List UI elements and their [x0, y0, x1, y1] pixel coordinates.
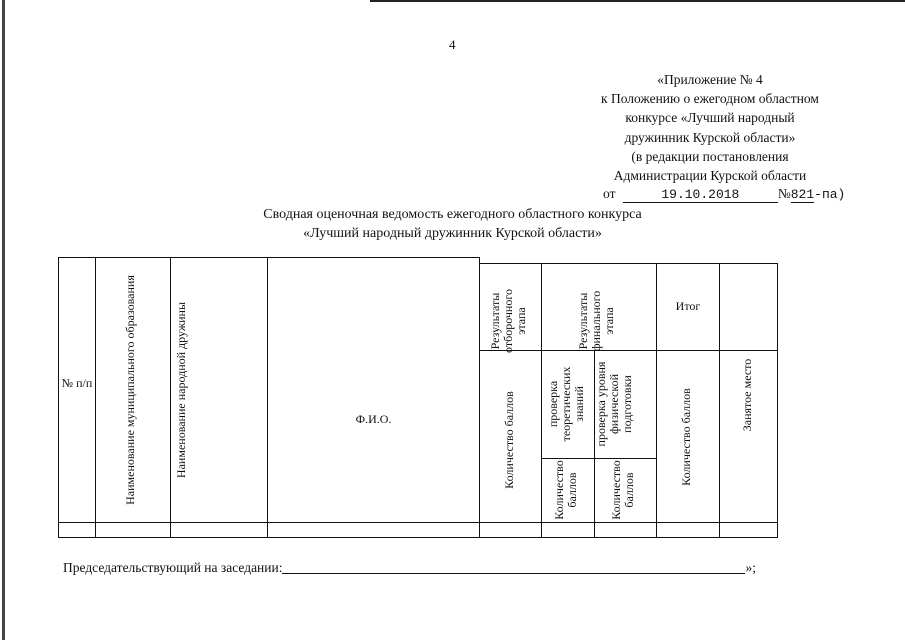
header-number: № п/п: [61, 376, 93, 390]
appendix-line: к Положению о ежегодном областном: [601, 91, 819, 107]
col-divider: [95, 257, 96, 538]
appendix-header: [560, 70, 860, 185]
scan-artifact-left: [2, 0, 5, 640]
date-value: 19.10.2018: [623, 187, 778, 203]
appendix-line: «Приложение № 4: [657, 72, 763, 87]
date-prefix: от: [603, 186, 616, 201]
header-final-results: Результаты финального этапа: [576, 290, 616, 352]
header-total-score: Количество баллов: [679, 388, 693, 486]
header-physical-check: проверка уровня физической подготовки: [594, 361, 634, 447]
table-border-bottom: [58, 537, 777, 538]
header-total: Итог: [675, 299, 701, 313]
chairman-signature-field[interactable]: [282, 560, 745, 574]
document-title: [200, 205, 705, 243]
header-fio: Ф.И.О.: [355, 412, 392, 426]
header-theory-check: проверка теоретических знаний: [546, 366, 586, 442]
col-divider: [541, 263, 542, 538]
header-theory-score: Количество баллов: [552, 460, 579, 520]
table-border-right: [777, 263, 778, 538]
table-border-left: [58, 257, 59, 538]
number-prefix: №: [777, 186, 791, 201]
header-qualifying-score: Количество баллов: [502, 391, 516, 489]
col-divider: [479, 257, 480, 538]
title-line-1: Сводная оценочная ведомость ежегодного областного конкурса: [263, 207, 642, 222]
footer-chairman-line: [63, 560, 756, 576]
chairman-line-end: »;: [745, 560, 756, 575]
table-divider-rows: [58, 522, 777, 523]
appendix-line: дружинник Курской области»: [624, 129, 796, 145]
scan-artifact-top: [370, 0, 905, 2]
header-physical-score: Количество баллов: [609, 460, 636, 520]
title-line-2: «Лучший народный дружинник Курской области»: [303, 226, 602, 241]
header-municipality: Наименование муниципального образования: [123, 275, 137, 505]
appendix-line: (в редакции постановления: [631, 148, 789, 164]
number-suffix: -па): [814, 187, 846, 202]
table-border-top: [58, 257, 479, 258]
col-divider: [267, 257, 268, 538]
header-squad: Наименование народной дружины: [174, 301, 188, 479]
header-qualifying-results: Результаты отборочного этапа: [488, 289, 528, 353]
appendix-line: конкурсе «Лучший народный: [625, 110, 795, 126]
table-border-top-right: [479, 263, 777, 264]
col-divider: [170, 257, 171, 538]
header-place: Занятое место: [740, 358, 754, 432]
col-divider: [719, 263, 720, 538]
appendix-line: Администрации Курской области: [613, 168, 807, 184]
number-value: 821: [790, 187, 815, 202]
page-number: 4: [449, 37, 456, 52]
appendix-date-line: [603, 186, 845, 203]
chairman-label: Председательствующий на заседании:: [63, 560, 283, 575]
